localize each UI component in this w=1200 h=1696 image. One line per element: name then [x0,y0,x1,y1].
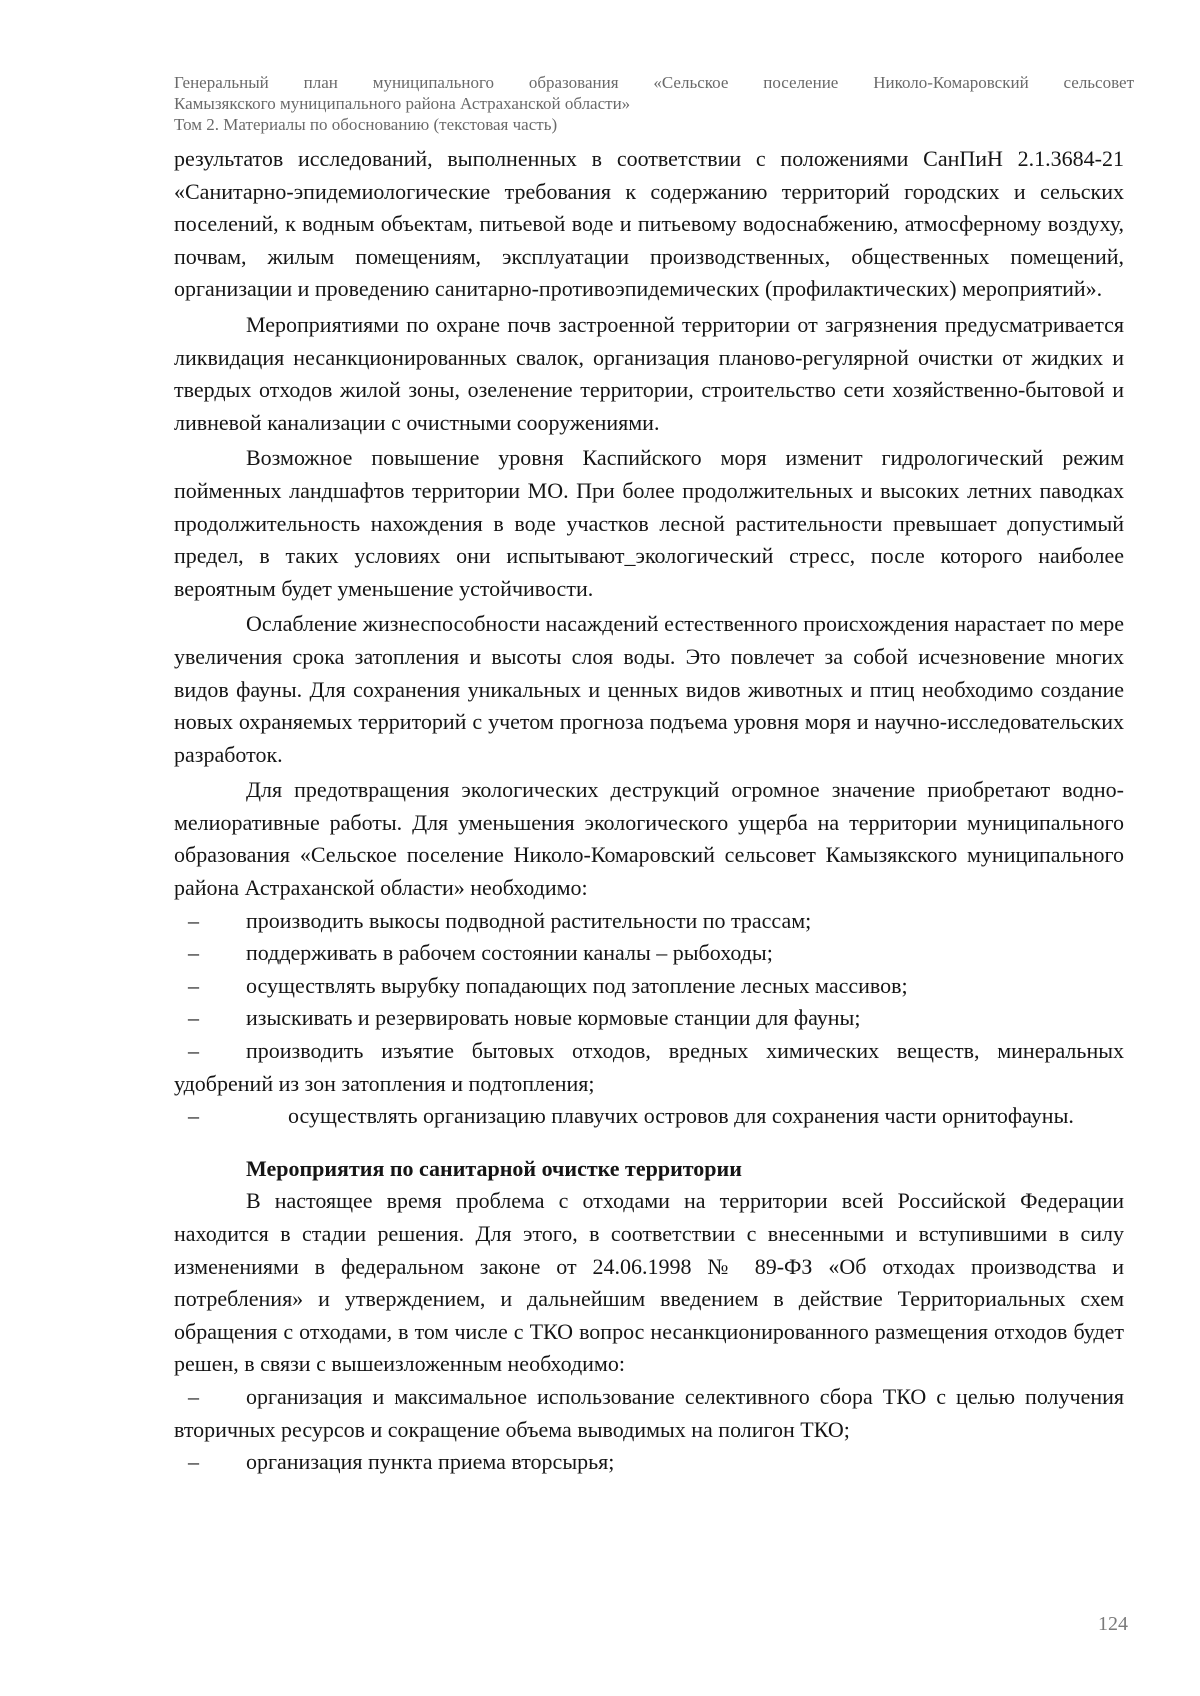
list-item [174,937,1124,970]
list-item [174,1446,1124,1479]
document-body [174,143,1124,1479]
paragraph-4: Ослабление жизнеспособности насаждений естественного происхождения нарастает по мере увеличения срока затопления и высоты слоя воды. Это повлечет за собой исчезновение многих видов фауны. Для сохранения уникальных и ценных видов животных и птиц необходимо создание новых охраняемых территорий с учетом прогноза подъема уровня моря и научно-исследовательских разработок. [174,611,1124,767]
dash-marker: – [188,1383,199,1409]
section-heading: Мероприятия по санитарной очистке территории [246,1155,742,1181]
page-number: 124 [1098,1613,1128,1635]
dash-marker: – [188,1038,199,1064]
paragraph-2: Мероприятиями по охране почв застроенной территории от загрязнения предусматривается ликвидация несанкционированных свалок, организация планово-регулярной очистки от жидких и твердых отходов жилой зоны, озеленение территории, строительство сети хозяйственно-бытовой и ливневой канализации с очистными сооружениями. [174,311,1124,435]
list-item-text: организация пункта приема вторсырья; [246,1449,615,1475]
paragraph-1: результатов исследований, выполненных в соответствии с положениями СанПиН 2.1.3684-21 «Санитарно-эпидемиологические требования к содержанию территорий городских и сельских поселений, к водным объектам, питьевой воде и питьевому водоснабжению, атмосферному воздуху, почвам, жилым помещениям, эксплуатации производственных, общественных помещений, организации и проведению санитарно-противоэпидемических (профилактических) мероприятий». [174,146,1124,302]
list-item-text: организация и максимальное использование селективного сбора ТКО с целью получения вторичных ресурсов и сокращение объема выводимых на полигон ТКО; [174,1383,1124,1442]
list-item-text: производить изъятие бытовых отходов, вредных химических веществ, минеральных удобрений из зон затопления и подтопления; [174,1038,1124,1096]
paragraph-5: Для предотвращения экологических деструкций огромное значение приобретают водно-мелиоративные работы. Для уменьшения экологического ущерба на территории муниципального образования «Сельское поселение Николо-Комаровский сельсовет Камызякского муниципального района Астраханской области» необходимо: [174,777,1124,901]
list-item-text: производить выкосы подводной растительности по трассам; [246,907,812,933]
dash-marker: – [188,1005,199,1031]
dash-marker: – [188,1449,199,1475]
list-item [174,1100,1124,1133]
dash-marker: – [188,1103,199,1129]
paragraph-3: Возможное повышение уровня Каспийского моря изменит гидрологический режим пойменных ландшафтов территории МО. При более продолжительных и высоких летних паводках продолжительность нахождения в воде участков лесной растительности превышает допустимый предел, в таких условиях они испытывают_экологический стресс, после которого наиболее вероятным будет уменьшение устойчивости. [174,445,1124,601]
list-item [174,1002,1124,1035]
header-line-2: Камызякского муниципального района Астраханской области» [174,94,631,113]
list-item [174,1381,1124,1446]
list-item-text: поддерживать в рабочем состоянии каналы – рыбоходы; [246,940,773,966]
list-item [174,970,1124,1003]
header-line-3: Том 2. Материалы по обоснованию (текстовая часть) [174,115,558,134]
paragraph-6: В настоящее время проблема с отходами на территории всей Российской Федерации находится в стадии решения. Для этого, в соответствии с внесенными и вступившими в силу изменениями в федеральном законе от 24.06.1998 № 89-ФЗ «Об отходах производства и потребления» и утверждением, и дальнейшим введением в действие Территориальных схем обращения с отходами, в том числе с ТКО вопрос несанкционированного размещения отходов будет решен, в связи с вышеизложенным необходимо: [174,1188,1124,1377]
list-item-text: осуществлять вырубку попадающих под затопление лесных массивов; [246,972,908,998]
running-header [174,72,1134,135]
dash-marker: – [188,972,199,998]
header-line-1: Генеральный план муниципального образования «Сельское поселение Николо-Комаровский сельсовет [174,73,1134,92]
list-item-text: осуществлять организацию плавучих островов для сохранения части орнитофауны. [288,1103,1074,1129]
dash-marker: – [188,907,199,933]
list-item [174,905,1124,938]
list-item [174,1035,1124,1100]
dash-marker: – [188,940,199,966]
list-item-text: изыскивать и резервировать новые кормовые станции для фауны; [246,1005,861,1031]
